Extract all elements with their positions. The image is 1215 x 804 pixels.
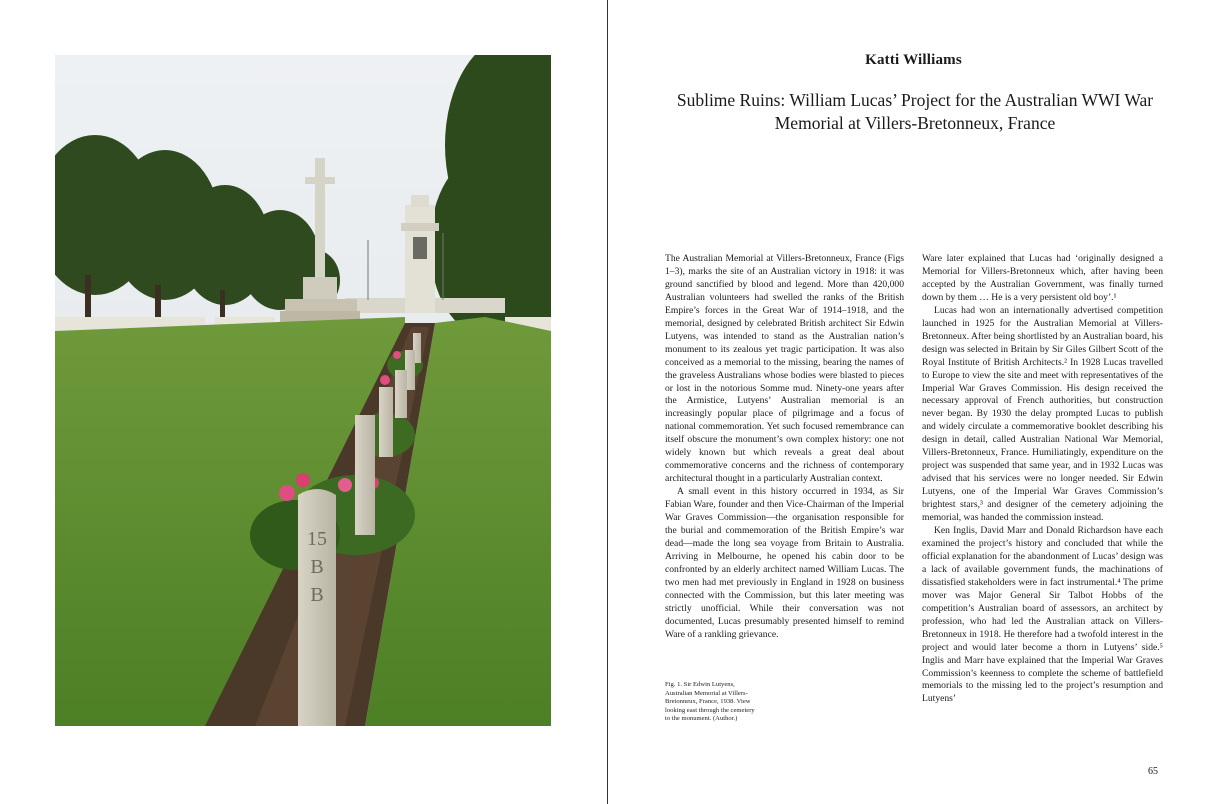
title-line-2: Memorial at Villers-Bretonneux, France xyxy=(774,113,1056,133)
article-author: Katti Williams xyxy=(865,52,962,68)
body-paragraph: The Australian Memorial at Villers-Bretonneux, France (Figs 1–3), marks the site of an Australian victory in 1918: it was ground sanctified by blood and legend. More than 420,000 Australian volunteers had swelled the ranks of the British Empire’s forces in the Great War of 1914–1918, and the memorial, designed by celebrated British architect Sir Edwin Lutyens, was intended to stand as the Australian nation’s monument to its zealous yet tragic participation. It was also conceived as a memorial to the missing, bearing the names of the graveless Australians whose bodies were blasted to pieces or lost in the notorious Somme mud. Ninety-one years after the Armistice, Lutyens’ Australian memorial is an increasingly popular place of pilgrimage and a focus of national commemoration. Yet such focused remembrance can itself obscure the monument’s own complex history: one not widely known but which reveals a great deal about commemorative concerns and the richness of contemporary architectural thought in a particularly Australian context. xyxy=(665,253,904,485)
caption-line: Fig. 1. Sir Edwin Lutyens, xyxy=(665,681,735,688)
body-column-left xyxy=(665,253,904,642)
figure-caption xyxy=(665,681,775,724)
body-paragraph: A small event in this history occurred in 1934, as Sir Fabian Ware, founder and then Vice-Chairman of the Imperial War Graves Commission—the organisation responsible for the burial and commemoration of the British Empire’s war dead—made the long sea voyage from Britain to Australia. Arriving in Melbourne, he opened his cabin door to be confronted by an elderly architect named William Lucas. The two men had met previously in England in 1928 on business connected with the Commission, but this later meeting was strictly unofficial. While their conversation was not documented, Lucas presumably presented himself to remind Ware of a rankling grievance. xyxy=(665,486,904,640)
headstone-line-3: B xyxy=(310,584,324,606)
memorial-photo xyxy=(55,55,551,726)
body-paragraph: Ware later explained that Lucas had ‘originally designed a Memorial for Villers-Bretonneux which, after having been accepted by the Australian Government, was finally turned down by them … He is a very persistent old boy’.¹ xyxy=(922,253,1163,303)
page-number: 65 xyxy=(1148,766,1158,777)
headstone-line-1: 15 xyxy=(307,528,327,550)
headstone-15bb xyxy=(298,489,336,726)
body-paragraph: Ken Inglis, David Marr and Donald Richardson have each examined the project’s history and concluded that while the official explanation for the abandonment of Lucas’ design was a lack of available government funds, the machinations of dissatisfied stakeholders were in fact instrumental.⁴ The prime mover was Major General Sir Talbot Hobbs of the competition’s Australian board of assessors, an architect by profession, who had led the Australian attack on Villers-Bretonneux in 1918. He therefore had a twofold interest in the project and would later become a thorn in Lutyens’ side.⁵ Inglis and Marr have explained that the Imperial War Graves Commission’s keenness to complete the scheme of battlefield memorials to the missing led to the project’s resumption and Lutyens’ xyxy=(922,525,1163,705)
memorial-tower xyxy=(401,195,439,313)
body-paragraph: Lucas had won an internationally advertised competition launched in 1925 for the Australian Memorial at Villers-Bretonneux. After being shortlisted by an Australian board, his design was selected in Britain by Sir Giles Gilbert Scott of the Royal Institute of British Architects.² In 1928 Lucas travelled to Europe to view the site and meet with representatives of the Imperial War Graves Commission. His design received the necessary approval of French authorities, but construction never began. By 1930 the delay prompted Lucas to publish and widely circulate a commemorative booklet describing his design in detail, called Australian National War Memorial, Villers-Bretonneux, France. Humiliatingly, expenditure on the project was suspended that same year, and in 1932 Lucas was advised that his services were no longer needed. Sir Edwin Lutyens, one of the Imperial War Graves Commission’s brightest stars,³ and designer of the cemetery adjoining the memorial, was handed the commission instead. xyxy=(922,304,1163,524)
article-title xyxy=(650,89,1180,135)
caption-line: Australian Memorial at Villers- xyxy=(665,689,748,697)
body-column-right xyxy=(922,253,1163,706)
caption-line: to the monument. (Author.) xyxy=(665,715,738,723)
headstone-line-2: B xyxy=(310,556,324,578)
title-line-1: Sublime Ruins: William Lucas’ Project for the Australian WWI War xyxy=(676,90,1154,110)
caption-line: Bretonneux, France, 1938. View xyxy=(665,698,751,706)
page-gutter-divider xyxy=(607,0,608,804)
caption-line: looking east through the cemetery xyxy=(665,706,755,714)
